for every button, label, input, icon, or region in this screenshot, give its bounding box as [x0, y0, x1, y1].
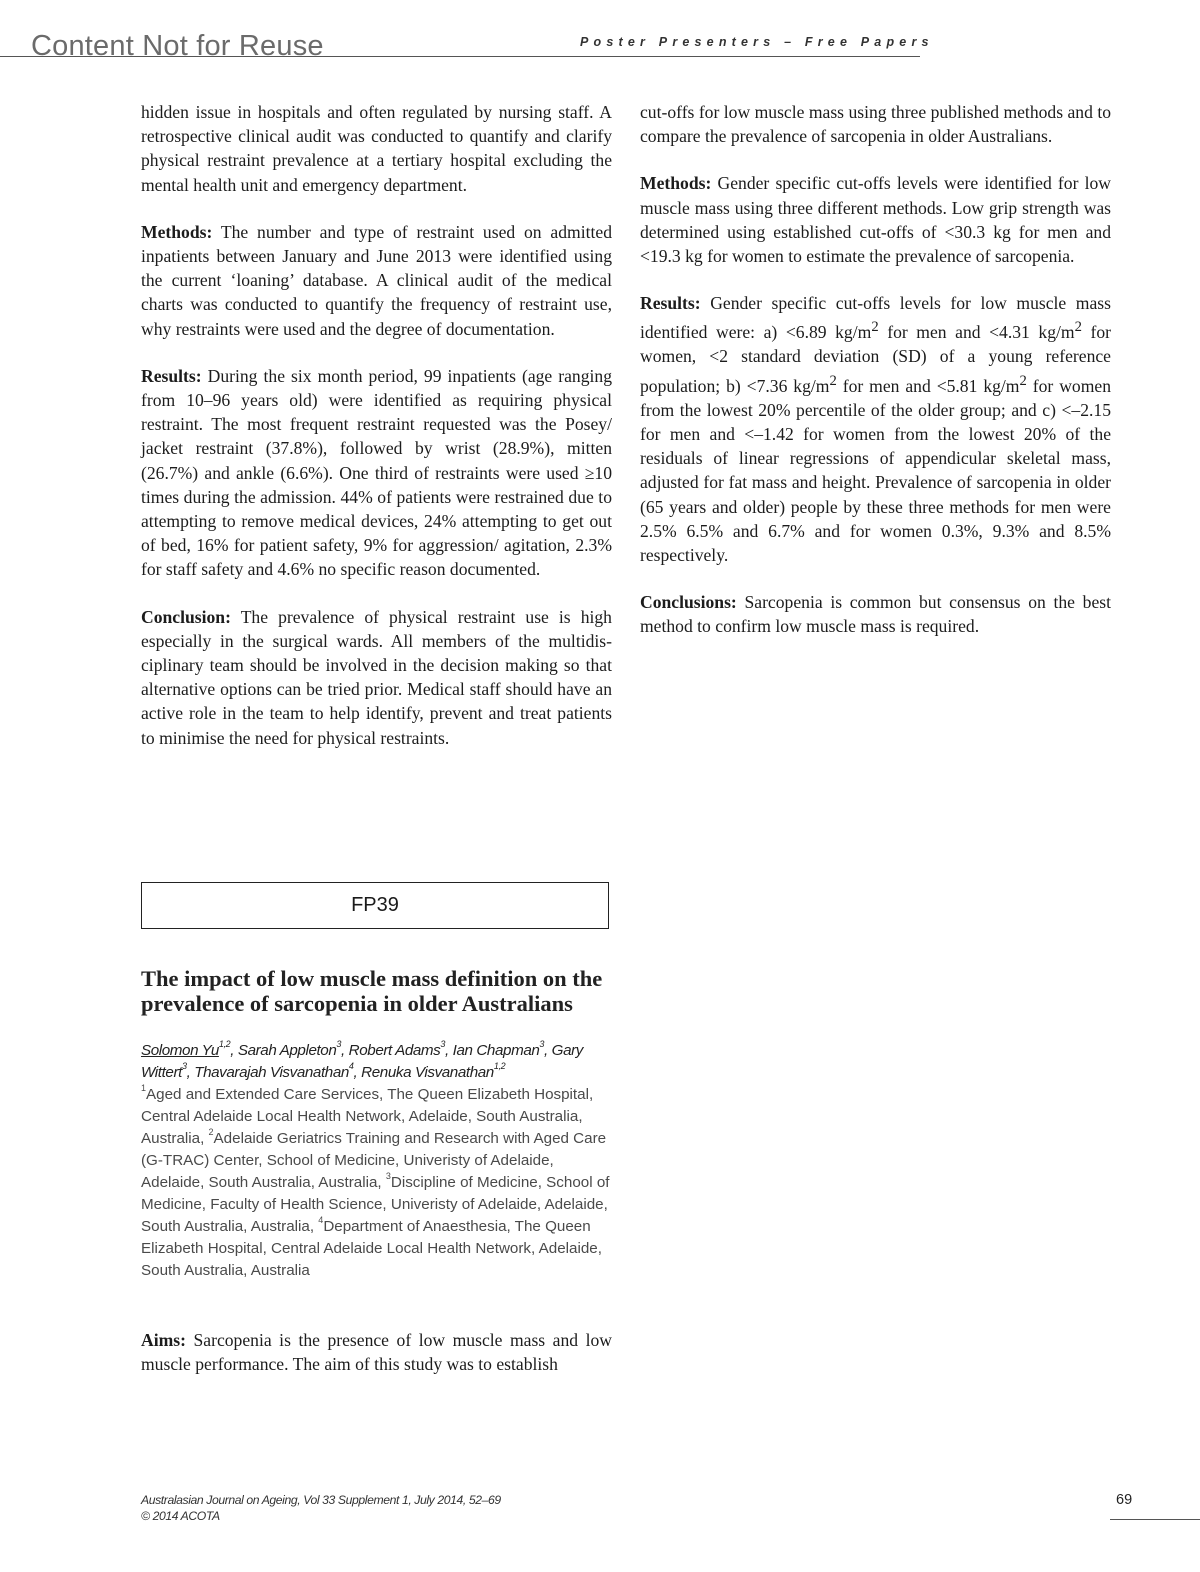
author: Robert Adams: [348, 1042, 441, 1059]
superscript: 2: [1074, 319, 1082, 336]
results-label: Results:: [640, 293, 701, 314]
author: Ian Chapman: [452, 1042, 540, 1059]
affiliations: [141, 1084, 611, 1282]
author-sup: 3: [336, 1039, 342, 1049]
abstract-number: FP39: [351, 894, 399, 916]
author-sup: 3: [539, 1039, 545, 1049]
watermark: Content Not for Reuse: [31, 30, 324, 62]
page-number: 69: [1116, 1492, 1133, 1508]
methods-label: Methods:: [141, 221, 213, 242]
footer-rule: [1110, 1519, 1200, 1520]
author: Thavarajah Visvanathan: [194, 1064, 349, 1081]
restraint-methods-paragraph: [141, 220, 612, 341]
results-text: for men and <4.31 kg/m: [878, 322, 1075, 343]
restraint-results-paragraph: [141, 364, 612, 582]
aims-block: [141, 1328, 612, 1376]
author-sup: 4: [348, 1061, 354, 1071]
conclusion-label: Conclusion:: [141, 606, 231, 627]
affiliation-number: 1: [141, 1083, 147, 1093]
author: Renuka Visvanathan: [361, 1064, 494, 1081]
results-text: for women, <2 standard deviation (SD) of a young reference population; b) <7.36 kg/m: [640, 322, 1111, 396]
affiliation: Discipline of Medicine, School of Medicine, Faculty of Health Science, Univeristy of Adelaide, Adelaide, South Australia, Australia,: [141, 1174, 610, 1235]
sarcopenia-conclusions-paragraph: [640, 590, 1111, 638]
results-text: for men and <5.81 kg/m: [836, 375, 1020, 396]
affiliation: Department of Anaesthesia, The Queen Elizabeth Hospital, Central Adelaide Local Health Network, Adelaide, South Australia, Australia: [141, 1218, 602, 1279]
author: Gary Wittert: [141, 1042, 583, 1081]
journal-citation: Australasian Journal on Ageing, Vol 33 Supplement 1, July 2014, 52–69: [141, 1493, 501, 1507]
results-text: During the six month period, 99 inpatients (age ranging from 10–96 years old) were identified as requiring physical restraint. The most frequent restraint requested was the Posey/ jacket restraint (37.8%), followed by wrist (28.9%), mitten (26.7%) and ankle (6.6%). One third of restraints were used ≥10 times during the admission. 44% of patients were restrained due to attempting to remove medical devices, 24% attempting to get out of bed, 16% for patient safety, 9% for aggression/ agitation, 2.3% for staff safety and 4.6% no specific reason documented.: [141, 365, 612, 580]
author-list: Solomon Yu$^{1,2}$, Sarah Appleton$^3$, Robert Adams$^3$, Ian Chapman$^3$, Gary Wittert$^3$, Thavarajah Visvanathan$^4$, Renuka Visvanathan$^{1,2}$: [141, 1039, 583, 1081]
running-head: Poster Presenters – Free Papers: [580, 35, 934, 49]
aims-paragraph: [141, 1328, 612, 1376]
methods-label: Methods:: [640, 173, 712, 194]
sarcopenia-results-paragraph: [640, 291, 1111, 567]
right-column: [640, 100, 1111, 639]
affiliation-number: 4: [318, 1215, 324, 1225]
header-rule: [0, 56, 920, 57]
restraint-intro-paragraph: hidden issue in hospitals and often regulated by nursing staff. A retrospective clinical audit was conducted to quantify and clarify physical restraint prevalence at a tertiary hospital excluding the mental health unit and emergency department.: [141, 102, 612, 195]
copyright: © 2014 ACOTA: [141, 1509, 220, 1523]
results-text: Gender specific cut-offs levels for low muscle mass identified were: a) <6.89 kg/m: [640, 293, 1111, 343]
affiliation: Aged and Extended Care Services, The Queen Elizabeth Hospital, Central Adelaide Local Health Network, Adelaide, South Australia, Australia,: [141, 1086, 594, 1147]
superscript: 2: [829, 372, 837, 389]
conclusion-text: The prevalence of physical restraint use is high especially in the surgical wards. All members of the multidisciplinary team should be involved in the decision making so that alternative options can be tried prior. Medical staff should have an active role in the team to help identify, prevent and treat patients to minimise the need for physical restraints.: [141, 606, 612, 748]
superscript: 2: [1019, 372, 1027, 389]
sarcopenia-aims-continued: cut-offs for low muscle mass using three published methods and to compare the prevalence of sarcopenia in older Australians.: [640, 102, 1111, 147]
article-title: The impact of low muscle mass definition on the prevalence of sarcopenia in older Australians: [141, 966, 603, 1016]
aims-label: Aims:: [141, 1330, 186, 1350]
affiliation: Adelaide Geriatrics Training and Research with Aged Care (G-TRAC) Center, School of Medicine, Univeristy of Adelaide, Adelaide, South Australia, Australia,: [141, 1130, 607, 1191]
results-text: for women from the lowest 20% percentile of the older group; and c) <–2.15 for men and <–1.42 for women from the lowest 20% of the residuals of linear regressions of appendicular skeletal mass, adjusted for fat mass and height. Prevalence of sarcopenia in older (65 years and older) people by these three methods for men were 2.5% 6.5% and 6.7% and for women 0.3%, 9.3% and 8.5% respectively.: [640, 375, 1111, 565]
abstract-number-box: [141, 882, 609, 929]
methods-text: The number and type of restraint used on admitted inpatients between January and June 2013 were identified using the current ‘loaning’ database. A clinical audit of the medical charts was conducted to quantify the frequency of restraint use, why restraints were used and the degree of documentation.: [141, 221, 612, 339]
author-sup: 3: [440, 1039, 445, 1049]
footer-citation: [141, 1492, 501, 1524]
methods-text: Gender specific cut-offs levels were identified for low muscle mass using three different methods. Low grip strength was determined using established cut-offs of <30.3 kg for men and <19.3 kg for women to estimate the prevalence of sarcopenia.: [640, 173, 1111, 267]
aims-text: Sarcopenia is the presence of low muscle mass and low muscle performance. The aim of this study was to establish: [141, 1330, 612, 1375]
restraint-conclusion-paragraph: [141, 605, 612, 750]
author-sup: 1,2: [493, 1061, 506, 1071]
presenting-author: Solomon Yu: [141, 1042, 219, 1059]
left-column: [141, 100, 612, 750]
results-label: Results:: [141, 365, 202, 386]
sarcopenia-methods-paragraph: [640, 171, 1111, 268]
affiliation-number: 2: [208, 1127, 214, 1137]
superscript: 2: [871, 319, 879, 336]
author-sup: 1,2: [218, 1039, 231, 1049]
affiliation-number: 3: [385, 1171, 391, 1181]
author-sup: 3: [181, 1061, 187, 1071]
conclusions-text: Sarcopenia is common but consensus on the best method to confirm low muscle mass is required.: [640, 592, 1111, 637]
conclusions-label: Conclusions:: [640, 592, 737, 613]
author: Sarah Appleton: [237, 1042, 337, 1059]
